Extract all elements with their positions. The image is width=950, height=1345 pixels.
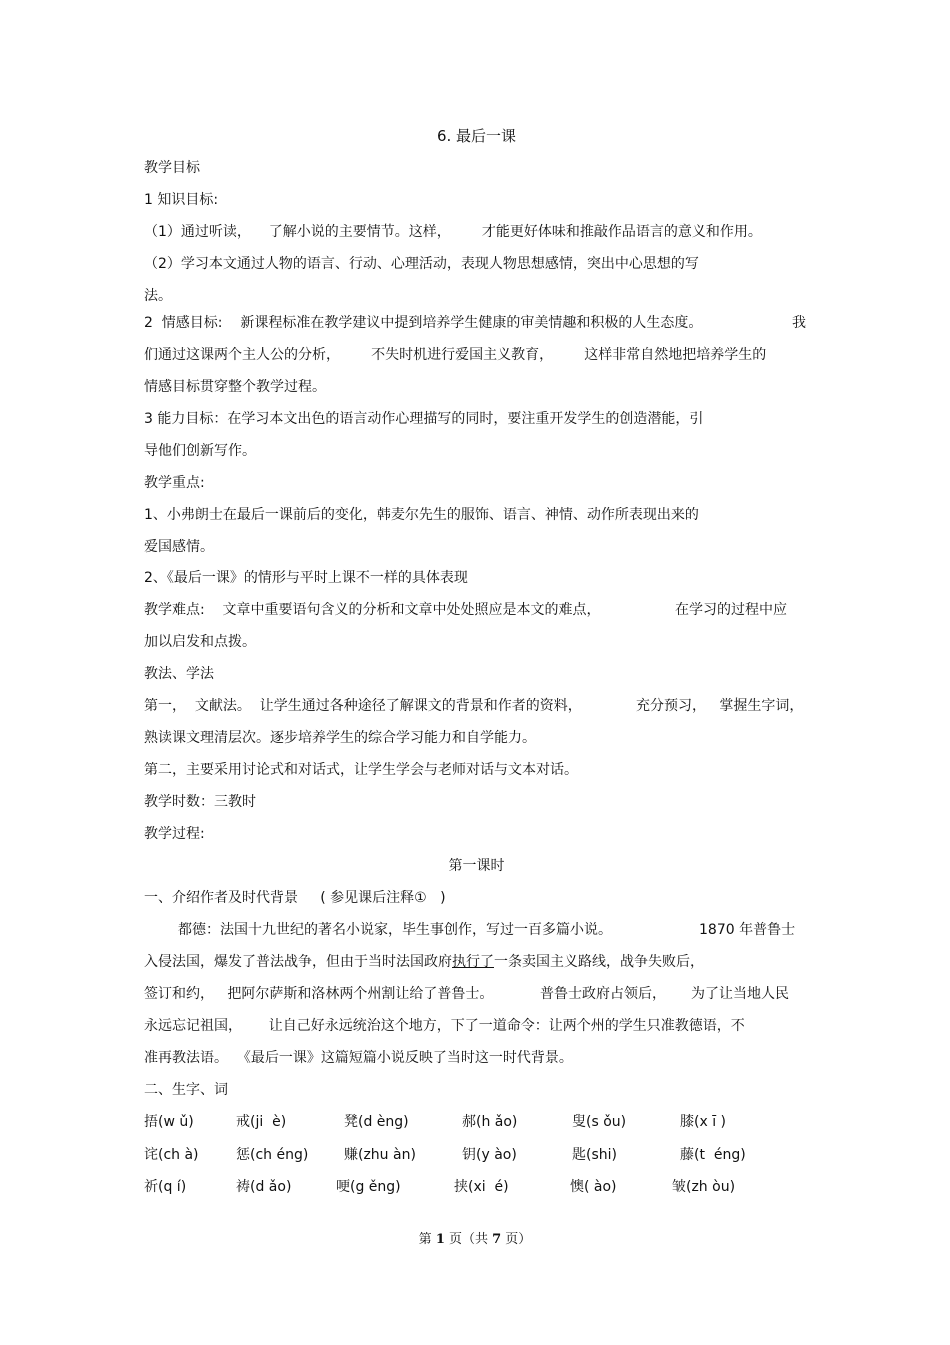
methods-heading: 教法、学法 <box>144 666 214 682</box>
vocab-item: 藤(t éng) <box>680 1147 746 1163</box>
ability-line-2: 导他们创新写作。 <box>144 443 256 459</box>
objectives-heading: 教学目标 <box>144 160 200 176</box>
difficulty-line-1-tail: 在学习的过程中应 <box>675 602 787 618</box>
teaching-hours: 教学时数：三教时 <box>144 794 256 810</box>
footer-prefix: 第 <box>418 1232 436 1247</box>
section-2-heading: 二、生字、词 <box>144 1082 228 1098</box>
emotion-line-1: 2 情感目标: 新课程标准在教学建议中提到培养学生健康的审美情趣和积极的人生态度。 <box>144 315 703 331</box>
background-line-2 <box>144 952 704 972</box>
footer-middle: 页（共 <box>444 1232 493 1247</box>
method-first-line-2: 熟读课文理清层次。逐步培养学生的综合学习能力和自学能力。 <box>144 730 536 746</box>
teaching-process-heading: 教学过程: <box>144 826 205 842</box>
underlined-phrase: 执行了 <box>452 954 494 970</box>
vocab-item: 诧(ch à) <box>144 1147 199 1163</box>
difficulty-line-1: 教学难点: 文章中重要语句含义的分析和文章中处处照应是本文的难点， <box>144 602 601 618</box>
difficulty-line-2: 加以启发和点拨。 <box>144 634 256 650</box>
method-first-line-1-tail: 充分预习， 掌握生字词， <box>636 698 804 714</box>
vocab-item: 膝(x ī ) <box>680 1114 726 1130</box>
background-line-2-a: 入侵法国，爆发了普法战争，但由于当时法国政府 <box>144 954 452 970</box>
key-point-1-line-2: 爱国感情。 <box>144 539 214 555</box>
knowledge-item-2-line-1: （2）学习本文通过人物的语言、行动、心理活动，表现人物思想感情，突出中心思想的写 <box>144 256 699 272</box>
knowledge-item-1: （1）通过听读， 了解小说的主要情节。这样， 才能更好体味和推敲作品语言的意义和作用。 <box>144 224 762 240</box>
emotion-line-3: 情感目标贯穿整个教学过程。 <box>144 379 326 395</box>
key-point-2: 2、《最后一课》的情形与平时上课不一样的具体表现 <box>144 570 468 586</box>
background-line-3-mid: 普鲁士政府占领后， <box>540 986 666 1002</box>
vocab-row <box>144 1145 809 1165</box>
vocab-item: 祷(d ǎo) <box>236 1179 292 1195</box>
lesson-1-heading: 第一课时 <box>448 858 505 874</box>
vocab-item: 祈(q í) <box>144 1179 187 1195</box>
vocab-item: 惩(ch éng) <box>236 1147 309 1163</box>
method-first-line-1: 第一， 文献法。 让学生通过各种途径了解课文的背景和作者的资料， <box>144 698 582 714</box>
page-title: 6. 最后一课 <box>436 127 517 145</box>
knowledge-heading: 1 知识目标: <box>144 192 219 208</box>
key-point-1-line-1: 1、小弗朗士在最后一课前后的变化，韩麦尔先生的服饰、语言、神情、动作所表现出来的 <box>144 507 699 523</box>
method-second: 第二，主要采用讨论式和对话式，让学生学会与老师对话与文本对话。 <box>144 762 578 778</box>
knowledge-item-2-line-2: 法。 <box>144 288 172 304</box>
vocab-row <box>144 1112 809 1132</box>
emotion-line-1-tail: 我 <box>792 315 806 331</box>
background-line-1-tail: 1870 年普鲁士 <box>699 922 796 938</box>
emotion-line-2: 们通过这课两个主人公的分析， 不失时机进行爱国主义教育， 这样非常自然地把培养学生的 <box>144 347 767 363</box>
background-line-1: 都德：法国十九世纪的著名小说家，毕生事创作，写过一百多篇小说。 <box>178 922 612 938</box>
vocab-item: 凳(d èng) <box>344 1114 409 1130</box>
key-points-heading: 教学重点: <box>144 475 205 491</box>
vocab-item: 懊( ào) <box>570 1179 617 1195</box>
vocab-item: 叟(s ǒu) <box>572 1114 627 1130</box>
background-line-4: 永远忘记祖国， 让自己好永远统治这个地方，下了一道命令：让两个州的学生只准教德语，不 <box>144 1018 745 1034</box>
vocab-item: 郝(h ǎo) <box>462 1114 518 1130</box>
footer-total-pages: 7 <box>492 1232 502 1247</box>
vocab-item: 匙(shi) <box>572 1147 617 1163</box>
vocab-item: 赚(zhu àn) <box>344 1147 416 1163</box>
vocab-item: 捂(w ǔ) <box>144 1114 194 1130</box>
vocab-item: 戒(ji è) <box>236 1114 287 1130</box>
vocab-item: 哽(g ěng) <box>336 1179 401 1195</box>
page-footer <box>0 1230 950 1250</box>
footer-page-number: 1 <box>435 1232 445 1247</box>
ability-line-1: 3 能力目标：在学习本文出色的语言动作心理描写的同时，要注重开发学生的创造潜能，引 <box>144 411 704 427</box>
vocab-item: 挟(xi é) <box>454 1179 509 1195</box>
footer-suffix: 页） <box>501 1232 532 1247</box>
background-line-2-b: 一条卖国主义路线，战争失败后， <box>494 954 704 970</box>
background-line-3-tail: 为了让当地人民 <box>691 986 789 1002</box>
section-1-heading: 一、介绍作者及时代背景 ( 参见课后注释① ) <box>144 890 446 906</box>
background-line-3: 签订和约， 把阿尔萨斯和洛林两个州割让给了普鲁士。 <box>144 986 494 1002</box>
vocab-item: 皱(zh òu) <box>672 1179 736 1195</box>
background-line-5: 准再教法语。 《最后一课》这篇短篇小说反映了当时这一时代背景。 <box>144 1050 573 1066</box>
vocab-row <box>144 1177 809 1197</box>
vocab-item: 钥(y ào) <box>462 1147 517 1163</box>
